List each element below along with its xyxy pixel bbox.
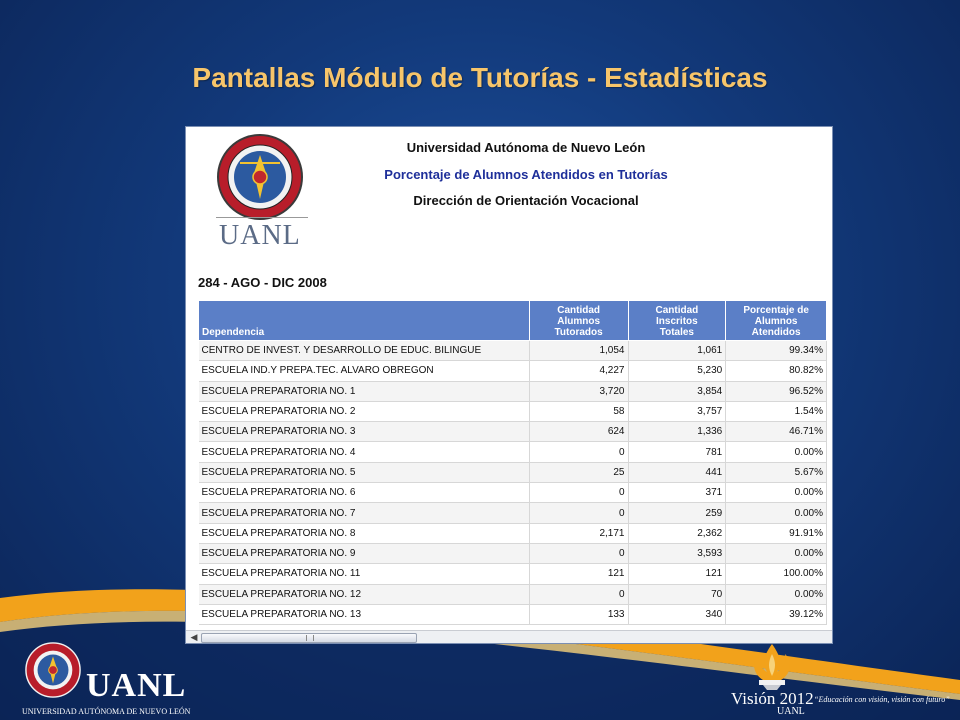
cell-porcentaje: 0.00% (726, 442, 827, 462)
cell-dependencia: CENTRO DE INVEST. Y DESARROLLO DE EDUC. BILINGUE (199, 341, 530, 361)
cell-dependencia: ESCUELA PREPARATORIA NO. 13 (199, 604, 530, 624)
cell-inscritos: 1,061 (628, 341, 726, 361)
cell-inscritos: 70 (628, 584, 726, 604)
table-row (199, 483, 827, 503)
vision-2012-logo (715, 640, 955, 720)
cell-inscritos: 441 (628, 462, 726, 482)
report-window (185, 126, 833, 644)
column-header-dependencia[interactable]: Dependencia (199, 301, 530, 341)
cell-tutorados: 0 (529, 442, 628, 462)
cell-porcentaje: 99.34% (726, 341, 827, 361)
report-subtitle: Porcentaje de Alumnos Atendidos en Tutorías (384, 167, 668, 182)
cell-dependencia: ESCUELA PREPARATORIA NO. 3 (199, 422, 530, 442)
cell-dependencia: ESCUELA PREPARATORIA NO. 9 (199, 543, 530, 563)
cell-dependencia: ESCUELA PREPARATORIA NO. 2 (199, 401, 530, 421)
university-name: Universidad Autónoma de Nuevo León (406, 140, 646, 155)
table-row (199, 422, 827, 442)
cell-inscritos: 3,757 (628, 401, 726, 421)
uanl-seal-icon (24, 641, 82, 699)
table-row (199, 604, 827, 624)
cell-porcentaje: 80.82% (726, 361, 827, 381)
cell-tutorados: 0 (529, 543, 628, 563)
table-row (199, 462, 827, 482)
cell-tutorados: 624 (529, 422, 628, 442)
cell-tutorados: 58 (529, 401, 628, 421)
cell-dependencia: ESCUELA PREPARATORIA NO. 5 (199, 462, 530, 482)
cell-porcentaje: 0.00% (726, 584, 827, 604)
table-header-row (199, 301, 827, 341)
uanl-logo-text: UANL (219, 220, 301, 251)
cell-tutorados: 121 (529, 564, 628, 584)
table-row (199, 361, 827, 381)
scrollbar-thumb[interactable] (201, 633, 417, 643)
table-row (199, 564, 827, 584)
cell-tutorados: 3,720 (529, 381, 628, 401)
cell-porcentaje: 39.12% (726, 604, 827, 624)
cell-porcentaje: 5.67% (726, 462, 827, 482)
stats-table (198, 300, 827, 625)
slide-title: Pantallas Módulo de Tutorías - Estadísticas (192, 62, 768, 93)
cell-porcentaje: 0.00% (726, 543, 827, 563)
cell-tutorados: 0 (529, 503, 628, 523)
cell-dependencia: ESCUELA PREPARATORIA NO. 7 (199, 503, 530, 523)
cell-dependencia: ESCUELA PREPARATORIA NO. 4 (199, 442, 530, 462)
footer-university-name: UNIVERSIDAD AUTÓNOMA DE NUEVO LEÓN (22, 707, 191, 716)
column-header-tutorados[interactable]: Cantidad Alumnos Tutorados (529, 301, 628, 341)
table-row (199, 584, 827, 604)
column-header-inscritos[interactable]: Cantidad Inscritos Totales (628, 301, 726, 341)
cell-porcentaje: 0.00% (726, 483, 827, 503)
cell-inscritos: 5,230 (628, 361, 726, 381)
cell-porcentaje: 1.54% (726, 401, 827, 421)
cell-dependencia: ESCUELA PREPARATORIA NO. 11 (199, 564, 530, 584)
logo-divider (216, 217, 308, 218)
cell-dependencia: ESCUELA IND.Y PREPA.TEC. ALVARO OBREGON (199, 361, 530, 381)
scroll-left-arrow-icon[interactable]: ◀ (190, 632, 198, 642)
vision-uanl-text: UANL (777, 706, 805, 717)
cell-inscritos: 371 (628, 483, 726, 503)
cell-porcentaje: 91.91% (726, 523, 827, 543)
cell-inscritos: 3,854 (628, 381, 726, 401)
department-name: Dirección de Orientación Vocacional (413, 193, 639, 208)
period-label: 284 - AGO - DIC 2008 (198, 275, 327, 290)
cell-tutorados: 0 (529, 483, 628, 503)
report-header (186, 127, 832, 267)
table-row (199, 401, 827, 421)
table-row (199, 523, 827, 543)
table-row (199, 341, 827, 361)
vision-title: Visión 2012 (731, 689, 814, 708)
column-header-porcentaje[interactable]: Porcentaje de Alumnos Atendidos (726, 301, 827, 341)
footer-uanl-text: UANL (86, 667, 187, 704)
cell-inscritos: 1,336 (628, 422, 726, 442)
cell-tutorados: 133 (529, 604, 628, 624)
cell-dependencia: ESCUELA PREPARATORIA NO. 1 (199, 381, 530, 401)
vision-slogan: “Educación con visión, visión con futuro” (814, 695, 950, 704)
cell-inscritos: 340 (628, 604, 726, 624)
cell-inscritos: 259 (628, 503, 726, 523)
cell-dependencia: ESCUELA PREPARATORIA NO. 12 (199, 584, 530, 604)
torch-icon (737, 640, 807, 690)
table-row (199, 543, 827, 563)
cell-inscritos: 121 (628, 564, 726, 584)
cell-porcentaje: 46.71% (726, 422, 827, 442)
table-row (199, 503, 827, 523)
cell-dependencia: ESCUELA PREPARATORIA NO. 6 (199, 483, 530, 503)
table-row (199, 381, 827, 401)
scrollbar-grip-icon (306, 635, 314, 641)
cell-inscritos: 2,362 (628, 523, 726, 543)
table-row (199, 442, 827, 462)
cell-porcentaje: 96.52% (726, 381, 827, 401)
cell-inscritos: 3,593 (628, 543, 726, 563)
cell-tutorados: 25 (529, 462, 628, 482)
cell-porcentaje: 0.00% (726, 503, 827, 523)
footer-uanl-logo (22, 637, 192, 720)
cell-porcentaje: 100.00% (726, 564, 827, 584)
cell-tutorados: 1,054 (529, 341, 628, 361)
cell-dependencia: ESCUELA PREPARATORIA NO. 8 (199, 523, 530, 543)
cell-tutorados: 0 (529, 584, 628, 604)
cell-tutorados: 4,227 (529, 361, 628, 381)
cell-inscritos: 781 (628, 442, 726, 462)
cell-tutorados: 2,171 (529, 523, 628, 543)
uanl-seal-icon (210, 133, 310, 221)
